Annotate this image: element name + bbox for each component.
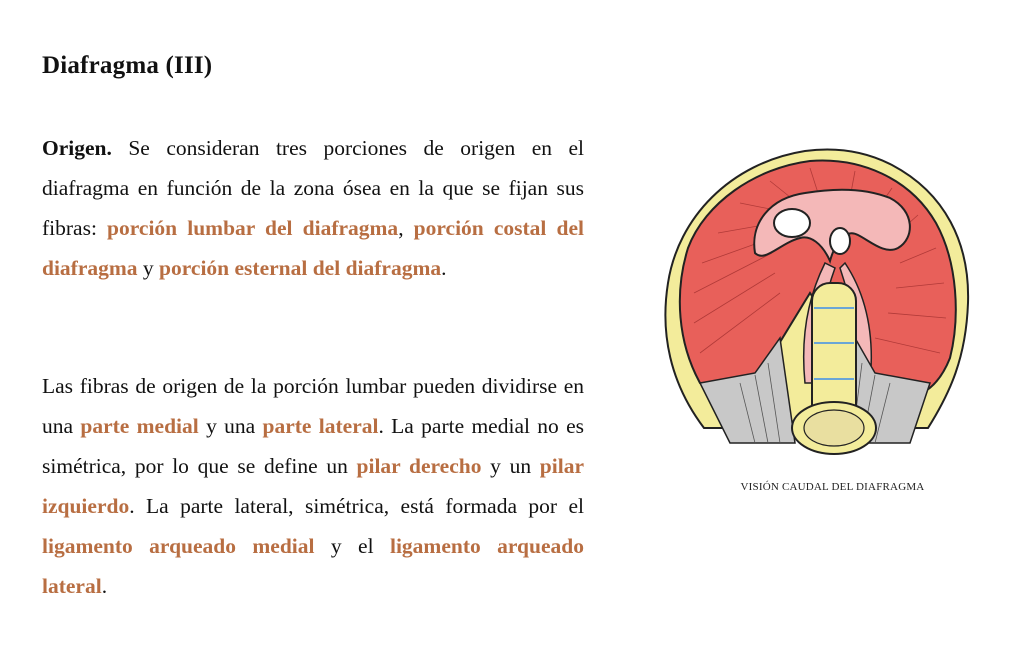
diaphragm-illustration [660, 143, 970, 463]
text-span: . [441, 256, 447, 280]
origin-lead: Origen. [42, 136, 112, 160]
esophageal-hiatus [830, 228, 850, 254]
link-porcion-esternal[interactable]: porción esternal del diafragma [159, 256, 442, 280]
link-pilar-izquierdo[interactable]: pilar izquierdo [42, 454, 584, 518]
link-pilar-derecho[interactable]: pilar derecho [356, 454, 482, 478]
link-porcion-costal[interactable]: porción costal del diafragma [42, 216, 584, 280]
text-span: Se consideran tres porciones de origen en el diafragma en función de la zona ósea en la que se fijan sus fibras: [42, 136, 584, 240]
link-parte-lateral[interactable]: parte lateral [262, 414, 379, 438]
page-title: Diafragma (III) [42, 52, 213, 79]
paragraph-origin [42, 128, 584, 288]
text-span: y una [198, 414, 263, 438]
figure-caption: VISIÓN CAUDAL DEL DIAFRAGMA [740, 481, 925, 493]
text-span: . La parte medial no es simétrica, por lo que se define un [42, 414, 585, 478]
text-span: . [101, 574, 108, 598]
text-span: Las fibras de origen de la porción lumbar pueden dividirse en una [42, 374, 584, 438]
link-parte-medial[interactable]: parte medial [80, 414, 199, 438]
text-span: y [137, 256, 160, 280]
link-ligamento-arqueado-medial[interactable]: ligamento arqueado medial [42, 534, 315, 558]
link-ligamento-arqueado-lateral[interactable]: ligamento arqueado lateral [42, 534, 584, 598]
vertebral-body-core [804, 410, 864, 446]
text-span: y el [314, 534, 390, 558]
text-span: y un [481, 454, 540, 478]
link-porcion-lumbar[interactable]: porción lumbar del diafragma [107, 216, 399, 240]
vena-cava-foramen [774, 209, 810, 237]
text-span: . La parte lateral, simétrica, está formada por el [129, 494, 584, 518]
paragraph-lumbar [42, 366, 584, 606]
text-span: , [398, 216, 414, 240]
